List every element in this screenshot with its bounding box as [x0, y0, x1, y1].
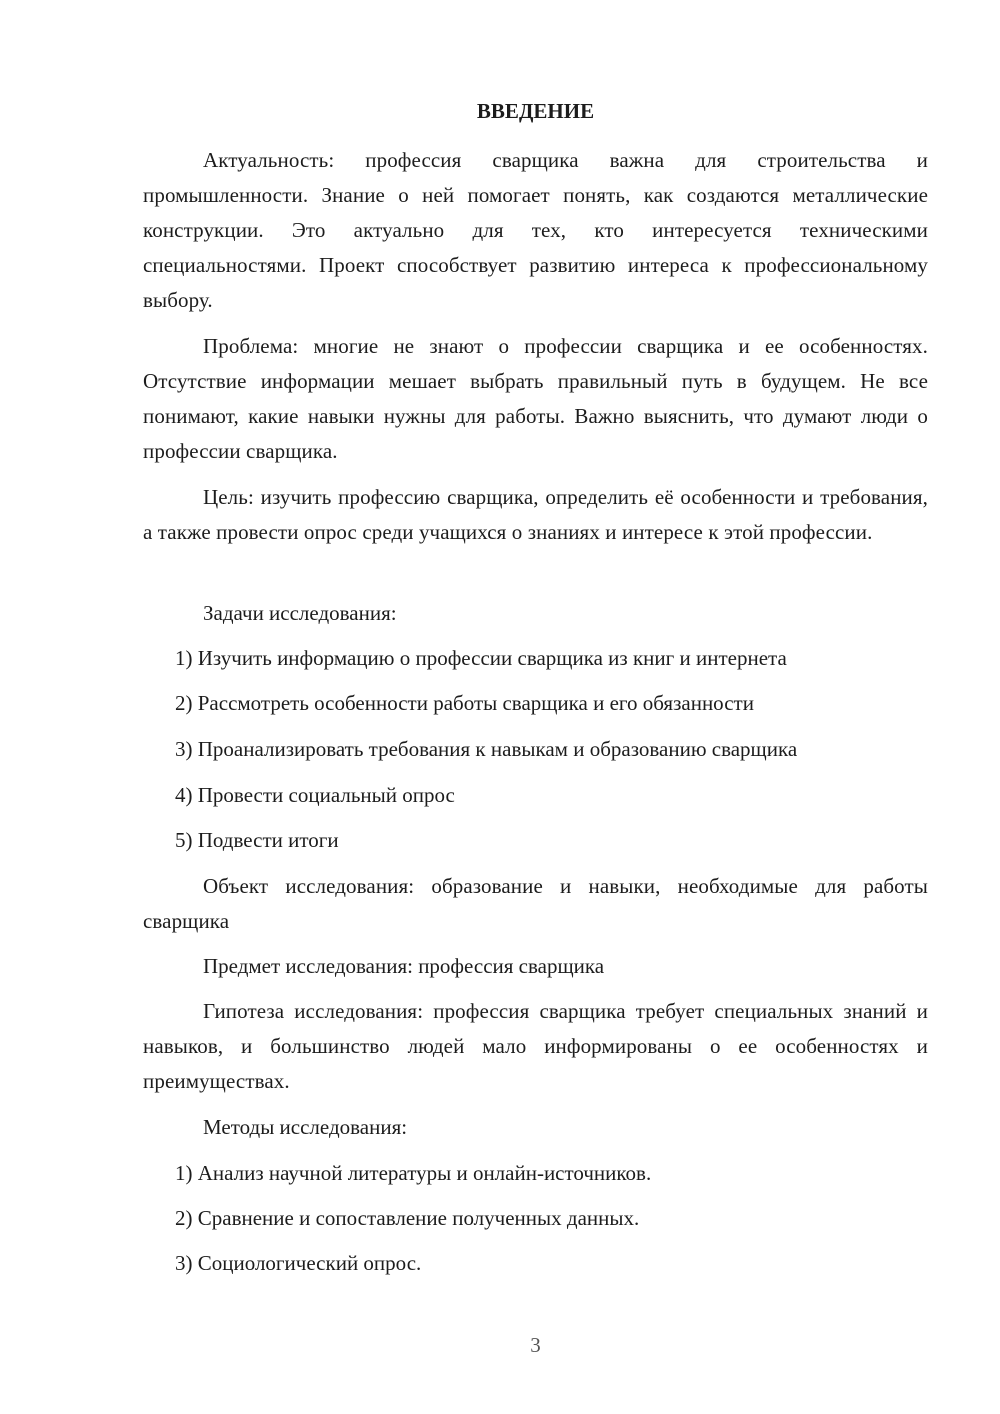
tasks-heading: Задачи исследования:	[203, 601, 397, 625]
page-title: ВВЕДЕНИЕ	[476, 99, 595, 123]
task-item: 3) Проанализировать требования к навыкам и образованию сварщика	[175, 737, 798, 761]
page-number: 3	[530, 1333, 541, 1357]
method-item: 1) Анализ научной литературы и онлайн-источников.	[175, 1161, 652, 1185]
relevance-paragraph: Актуальность: профессия сварщика важна для строительства и промышленности. Знание о ней помогает понять, как создаются металлические конструкции. Это актуально для тех, кто интересуется техническими специальностями. Проект способствует развитию интереса к профессиональному выбору.	[143, 148, 928, 312]
problem-paragraph: Проблема: многие не знают о профессии сварщика и ее особенностях. Отсутствие информации мешает выбрать правильный путь в будущем. Не все понимают, какие навыки нужны для работы. Важно выяснить, что думают люди о профессии сварщика.	[143, 334, 928, 463]
method-item: 3) Социологический опрос.	[175, 1251, 422, 1275]
method-item: 2) Сравнение и сопоставление полученных данных.	[175, 1206, 640, 1230]
methods-heading: Методы исследования:	[203, 1115, 408, 1139]
task-item: 2) Рассмотреть особенности работы сварщика и его обязанности	[175, 691, 754, 715]
task-item: 1) Изучить информацию о профессии сварщика из книг и интернета	[175, 646, 787, 670]
object-paragraph: Объект исследования: образование и навыки, необходимые для работы сварщика	[143, 874, 928, 933]
task-item: 5) Подвести итоги	[175, 828, 339, 852]
task-item: 4) Провести социальный опрос	[175, 783, 455, 807]
subject-paragraph: Предмет исследования: профессия сварщика	[203, 954, 605, 978]
document-page	[143, 0, 928, 1414]
goal-paragraph: Цель: изучить профессию сварщика, определить её особенности и требования, а также провести опрос среди учащихся о знаниях и интересе к этой профессии.	[143, 485, 928, 544]
hypothesis-paragraph: Гипотеза исследования: профессия сварщика требует специальных знаний и навыков, и большинство людей мало информированы о ее особенностях и преимуществах.	[143, 999, 928, 1093]
